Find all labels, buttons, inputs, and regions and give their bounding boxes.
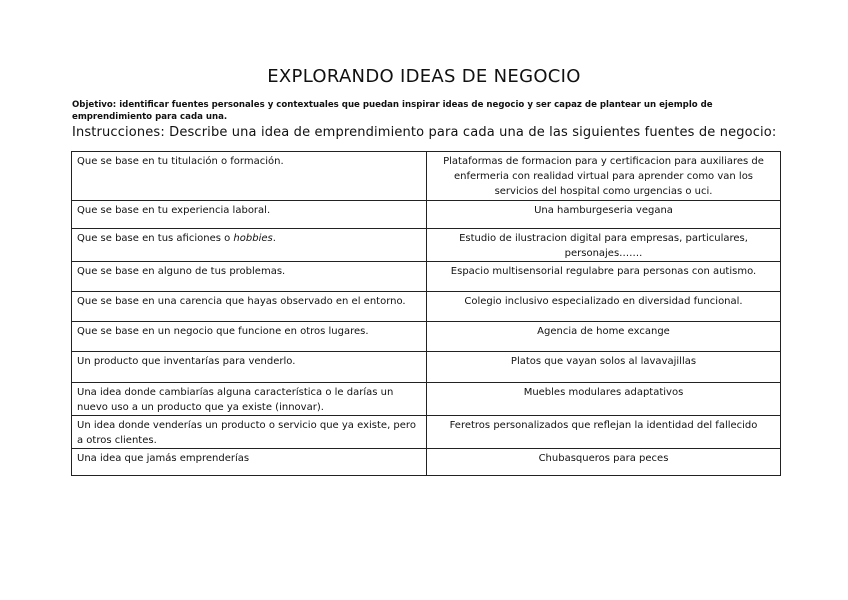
idea-cell: Chubasqueros para peces [427, 449, 781, 476]
table-row [72, 262, 781, 292]
source-cell [72, 229, 427, 262]
business-sources-table [71, 151, 781, 476]
source-cell: Un producto que inventarías para venderlo. [72, 352, 427, 383]
idea-cell: Muebles modulares adaptativos [427, 383, 781, 416]
table-row [72, 416, 781, 449]
objective-text: Objetivo: identificar fuentes personales y contextuales que puedan inspirar ideas de negocio y ser capaz de plantear un ejemplo de emprendimiento para cada una. [72, 100, 713, 122]
table-row [72, 352, 781, 383]
source-cell: Que se base en un negocio que funcione en otros lugares. [72, 322, 427, 352]
idea-cell: Espacio multisensorial regulabre para personas con autismo. [427, 262, 781, 292]
document-title: EXPLORANDO IDEAS DE NEGOCIO [267, 66, 581, 87]
table-row [72, 383, 781, 416]
table-row [72, 292, 781, 322]
source-cell: Que se base en una carencia que hayas observado en el entorno. [72, 292, 427, 322]
source-text: Que se base en tus aficiones o [77, 233, 234, 244]
idea-cell: Feretros personalizados que reflejan la identidad del fallecido [427, 416, 781, 449]
source-cell: Que se base en alguno de tus problemas. [72, 262, 427, 292]
table-row [72, 229, 781, 262]
idea-cell: Estudio de ilustracion digital para empresas, particulares, personajes……. [427, 229, 781, 262]
source-cell: Una idea donde cambiarías alguna característica o le darías un nuevo uso a un producto que ya existe (innovar). [72, 383, 427, 416]
table-row [72, 322, 781, 352]
idea-cell: Platos que vayan solos al lavavajillas [427, 352, 781, 383]
idea-cell: Agencia de home excange [427, 322, 781, 352]
source-cell: Un idea donde venderías un producto o servicio que ya existe, pero a otros clientes. [72, 416, 427, 449]
table-row [72, 201, 781, 229]
idea-cell: Una hamburgeseria vegana [427, 201, 781, 229]
source-cell: Una idea que jamás emprenderías [72, 449, 427, 476]
source-emphasis-text: hobbies [233, 233, 273, 244]
table-row [72, 152, 781, 201]
table-row [72, 449, 781, 476]
source-cell: Que se base en tu experiencia laboral. [72, 201, 427, 229]
source-text-end: . [272, 233, 276, 244]
idea-cell: Plataformas de formacion para y certificacion para auxiliares de enfermeria con realidad virtual para aprender como van los servicios del hospital como urgencias o uci. [427, 152, 781, 201]
idea-cell: Colegio inclusivo especializado en diversidad funcional. [427, 292, 781, 322]
source-cell: Que se base en tu titulación o formación. [72, 152, 427, 201]
instructions-text: Instrucciones: Describe una idea de emprendimiento para cada una de las siguientes fuentes de negocio: [72, 125, 777, 140]
